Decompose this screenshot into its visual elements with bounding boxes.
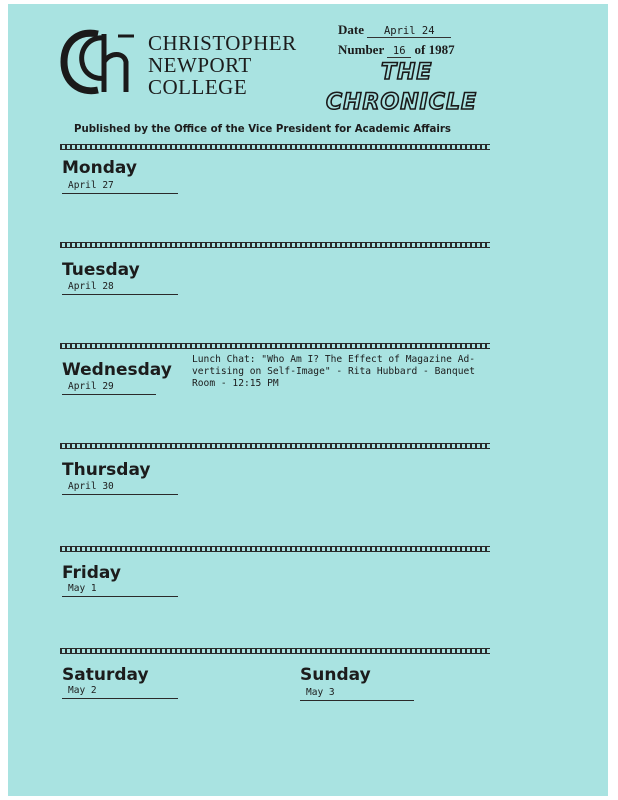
divider <box>60 546 490 552</box>
date-sunday: May 3 <box>300 687 414 701</box>
masthead-chronicle: CHRONICLE <box>326 90 477 115</box>
college-line-3: COLLEGE <box>148 75 248 99</box>
day-heading-sunday: Sunday <box>300 665 371 685</box>
publisher-line: Published by the Office of the Vice President for Academic Affairs <box>74 124 451 135</box>
wednesday-event <box>192 354 502 390</box>
issue-info <box>338 22 455 62</box>
day-heading-saturday: Saturday <box>62 665 149 685</box>
date-tuesday: April 28 <box>62 281 178 295</box>
college-monogram-logo <box>58 28 140 98</box>
college-name <box>148 32 297 98</box>
masthead-the: THE <box>381 60 433 85</box>
newsletter-page <box>8 4 608 796</box>
number-row <box>338 42 455 62</box>
date-value: April 24 <box>367 25 451 38</box>
date-saturday: May 2 <box>62 685 178 699</box>
divider <box>60 443 490 449</box>
number-label: Number <box>338 42 384 57</box>
event-line-3: Room - 12:15 PM <box>192 378 279 389</box>
day-heading-monday: Monday <box>62 158 137 178</box>
college-line-1: CHRISTOPHER <box>148 31 297 55</box>
event-line-1: Lunch Chat: "Who Am I? The Effect of Magazine Ad- <box>192 354 476 365</box>
event-line-2: vertising on Self-Image" - Rita Hubbard - Banquet <box>192 366 476 377</box>
day-heading-friday: Friday <box>62 563 121 583</box>
divider <box>60 648 490 654</box>
date-label: Date <box>338 22 364 37</box>
divider <box>60 242 490 248</box>
date-thursday: April 30 <box>62 481 178 495</box>
day-heading-tuesday: Tuesday <box>62 260 140 280</box>
day-heading-thursday: Thursday <box>62 460 151 480</box>
day-heading-wednesday: Wednesday <box>62 360 172 380</box>
date-row <box>338 22 455 42</box>
date-monday: April 27 <box>62 180 178 194</box>
issue-number: 16 <box>387 45 411 58</box>
divider <box>60 144 490 150</box>
divider <box>60 343 490 349</box>
date-friday: May 1 <box>62 583 178 597</box>
college-line-2: NEWPORT <box>148 53 252 77</box>
year-label: of 1987 <box>414 42 455 57</box>
date-wednesday: April 29 <box>62 381 156 395</box>
